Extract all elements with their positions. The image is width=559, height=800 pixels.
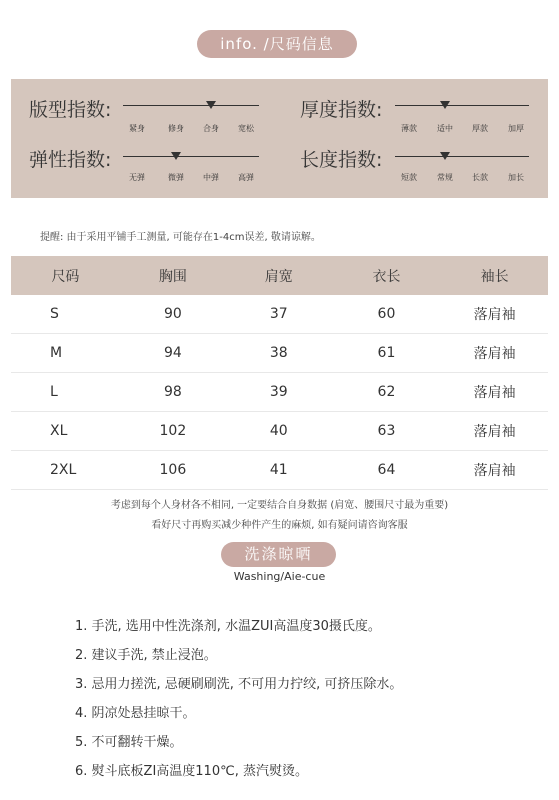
size-cell: S (11, 295, 120, 334)
sleeve-cell: 落肩袖 (441, 334, 548, 373)
list-item: 6. 熨斗底板ZI高温度110℃, 蒸汽熨烫。 (75, 764, 308, 779)
thickness-index-label: 厚度指数: (300, 99, 383, 121)
size-advice-line: 看好尺寸再购买减少种件产生的麻烦, 如有疑问请咨询客服 (151, 520, 408, 531)
column-header: 尺码 (11, 256, 120, 295)
stretch-option: 中弹 (203, 173, 219, 182)
section-title-size-info: info. /尺码信息 (197, 30, 357, 58)
shoulder-cell: 41 (226, 451, 332, 490)
size-advice-line: 考虑到每个人身材各不相同, 一定要结合自身数据 (肩宽、腰围尺寸最为重要) (110, 500, 449, 511)
table-row (11, 334, 548, 373)
length-option: 长款 (472, 173, 488, 182)
size-cell: M (11, 334, 120, 373)
shoulder-cell: 37 (226, 295, 332, 334)
fit-option: 合身 (203, 124, 219, 133)
fit-option: 宽松 (238, 124, 254, 133)
list-item: 3. 忌用力搓洗, 忌硬刷刷洗, 不可用力拧绞, 可挤压除水。 (75, 677, 403, 692)
thickness-option: 厚款 (472, 124, 488, 133)
fit-option: 修身 (168, 124, 184, 133)
thickness-option: 加厚 (508, 124, 524, 133)
index-panel (11, 79, 548, 198)
chest-cell: 102 (120, 412, 226, 451)
washing-subtitle: Washing/Aie-cue (233, 570, 326, 583)
fit-index-label: 版型指数: (29, 99, 112, 121)
fit-option: 紧身 (129, 124, 145, 133)
column-header: 衣长 (332, 256, 442, 295)
fit-index-marker (206, 101, 216, 109)
thickness-option: 适中 (437, 124, 453, 133)
sleeve-cell: 落肩袖 (441, 373, 548, 412)
column-header: 袖长 (441, 256, 548, 295)
length-cell: 62 (332, 373, 442, 412)
length-option: 常规 (437, 173, 453, 182)
size-cell: L (11, 373, 120, 412)
shoulder-cell: 39 (226, 373, 332, 412)
column-header: 肩宽 (226, 256, 332, 295)
table-row (11, 295, 548, 334)
chest-cell: 106 (120, 451, 226, 490)
length-index-scale (395, 156, 529, 157)
length-option: 短款 (401, 173, 417, 182)
measurement-note: 提醒: 由于采用平铺手工测量, 可能存在1-4cm误差, 敬请谅解。 (40, 232, 321, 243)
table-row (11, 373, 548, 412)
size-cell: XL (11, 412, 120, 451)
length-cell: 64 (332, 451, 442, 490)
length-cell: 61 (332, 334, 442, 373)
care-instructions (75, 615, 402, 789)
size-advice (0, 496, 559, 536)
chest-cell: 94 (120, 334, 226, 373)
stretch-index-label: 弹性指数: (29, 149, 112, 171)
thickness-option: 薄款 (401, 124, 417, 133)
list-item: 1. 手洗, 选用中性洗涤剂, 水温ZUI高温度30摄氏度。 (75, 619, 381, 634)
stretch-option: 微弹 (168, 173, 184, 182)
chest-cell: 90 (120, 295, 226, 334)
list-item: 2. 建议手洗, 禁止浸泡。 (75, 648, 217, 663)
stretch-index-scale (123, 156, 259, 157)
table-row (11, 412, 548, 451)
size-cell: 2XL (11, 451, 120, 490)
stretch-option: 无弹 (129, 173, 145, 182)
list-item: 5. 不可翻转干燥。 (75, 735, 183, 750)
list-item: 4. 阴凉处悬挂晾干。 (75, 706, 196, 721)
fit-index-scale (123, 105, 259, 106)
section-title-washing: 洗涤晾晒 (221, 542, 336, 567)
sleeve-cell: 落肩袖 (441, 412, 548, 451)
table-row (11, 451, 548, 490)
shoulder-cell: 38 (226, 334, 332, 373)
sleeve-cell: 落肩袖 (441, 451, 548, 490)
length-index-label: 长度指数: (300, 149, 383, 171)
thickness-index-scale (395, 105, 529, 106)
length-index-marker (440, 152, 450, 160)
size-table (11, 256, 548, 490)
length-cell: 60 (332, 295, 442, 334)
sleeve-cell: 落肩袖 (441, 295, 548, 334)
column-header: 胸围 (120, 256, 226, 295)
stretch-index-marker (171, 152, 181, 160)
length-option: 加长 (508, 173, 524, 182)
thickness-index-marker (440, 101, 450, 109)
stretch-option: 高弹 (238, 173, 254, 182)
length-cell: 63 (332, 412, 442, 451)
shoulder-cell: 40 (226, 412, 332, 451)
chest-cell: 98 (120, 373, 226, 412)
table-header-row (11, 256, 548, 295)
